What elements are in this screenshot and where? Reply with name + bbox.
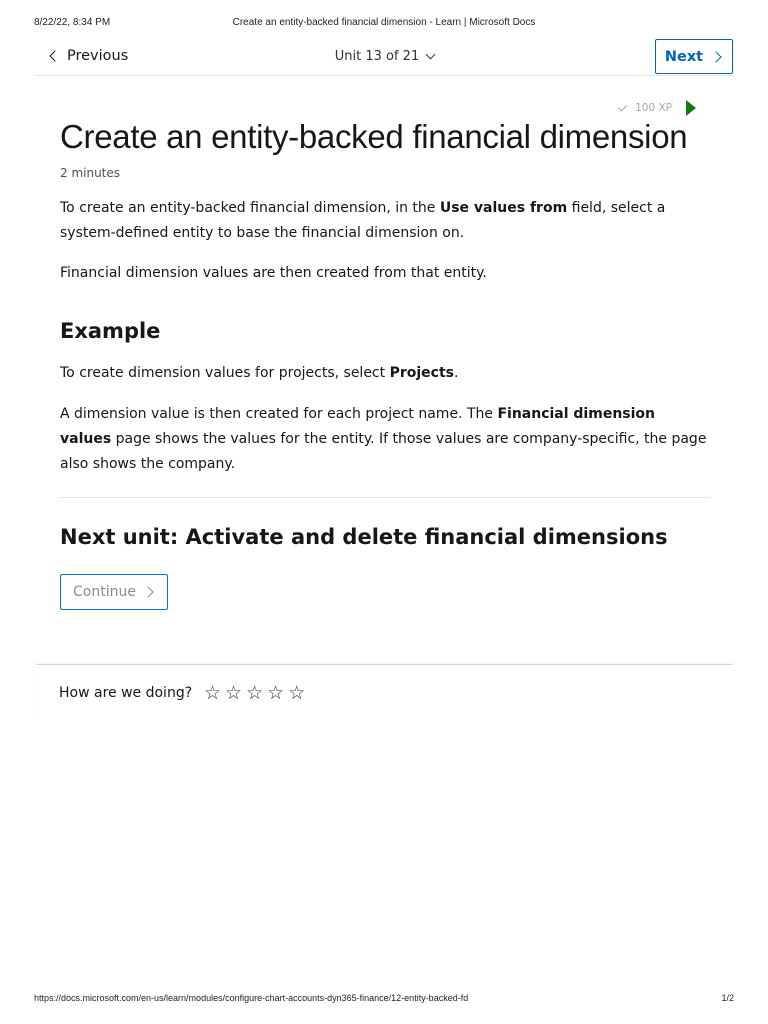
page-title: Create an entity-backed financial dimension <box>60 118 688 155</box>
text: . <box>453 365 459 381</box>
chevron-right-icon <box>710 51 721 62</box>
play-icon <box>686 100 696 116</box>
print-date: 8/22/22, 8:34 PM <box>34 17 111 28</box>
example-heading: Example <box>60 319 161 343</box>
next-label: Next <box>664 48 704 65</box>
star-icon-4[interactable]: ☆ <box>267 682 285 704</box>
text: To create dimension values for projects, select <box>60 365 390 381</box>
chevron-down-icon <box>426 49 436 59</box>
feedback-label: How are we doing? <box>59 685 193 701</box>
unit-selector[interactable] <box>335 49 434 64</box>
paragraph-values-created: Financial dimension values are then created from that entity. <box>60 265 487 281</box>
print-url: https://docs.microsoft.com/en-us/learn/modules/configure-chart-accounts-dyn365-finance/12-entity-backed-fd <box>34 993 469 1003</box>
star-icon-5[interactable]: ☆ <box>288 682 306 704</box>
xp-label: 100 XP <box>635 102 672 114</box>
paragraph-dimension-value <box>60 402 710 477</box>
continue-button[interactable] <box>60 574 168 610</box>
print-title: Create an entity-backed financial dimension - Learn | Microsoft Docs <box>232 17 536 28</box>
divider <box>60 497 710 498</box>
feedback-bar <box>36 664 733 724</box>
star-icon-2[interactable]: ☆ <box>225 682 243 704</box>
chevron-right-icon <box>142 586 153 597</box>
unit-selector-wrapper <box>36 38 733 74</box>
check-icon <box>618 102 627 111</box>
previous-label: Previous <box>67 48 129 64</box>
previous-button[interactable] <box>48 38 128 74</box>
unit-label: Unit 13 of 21 <box>334 48 420 64</box>
ui-term-projects: Projects <box>389 365 454 381</box>
chevron-left-icon <box>49 50 60 61</box>
continue-label: Continue <box>73 584 136 600</box>
next-unit-heading: Next unit: Activate and delete financial dimensions <box>60 525 668 549</box>
xp-indicator <box>620 100 696 116</box>
paragraph-use-values <box>60 196 710 246</box>
text: To create an entity-backed financial dimension, in the <box>60 200 440 216</box>
unit-navigation <box>36 38 733 76</box>
ui-term-use-values-from: Use values from <box>439 200 568 216</box>
duration: 2 minutes <box>60 166 121 180</box>
text: A dimension value is then created for each project name. The <box>60 406 498 422</box>
star-icon-3[interactable]: ☆ <box>246 682 264 704</box>
text: field, select a system-defined entity to base the financial dimension on. <box>60 200 666 241</box>
star-icon-1[interactable]: ☆ <box>204 682 222 704</box>
star-rating <box>204 682 305 704</box>
print-page-number: 1/2 <box>721 993 734 1003</box>
next-button[interactable] <box>655 39 733 74</box>
ui-term-financial-dimension-values: Financial dimension values <box>60 406 656 447</box>
text: page shows the values for the entity. If those values are company-specific, the page also shows the company. <box>60 431 707 472</box>
paragraph-select-projects <box>60 361 710 386</box>
unit-content <box>60 116 710 610</box>
